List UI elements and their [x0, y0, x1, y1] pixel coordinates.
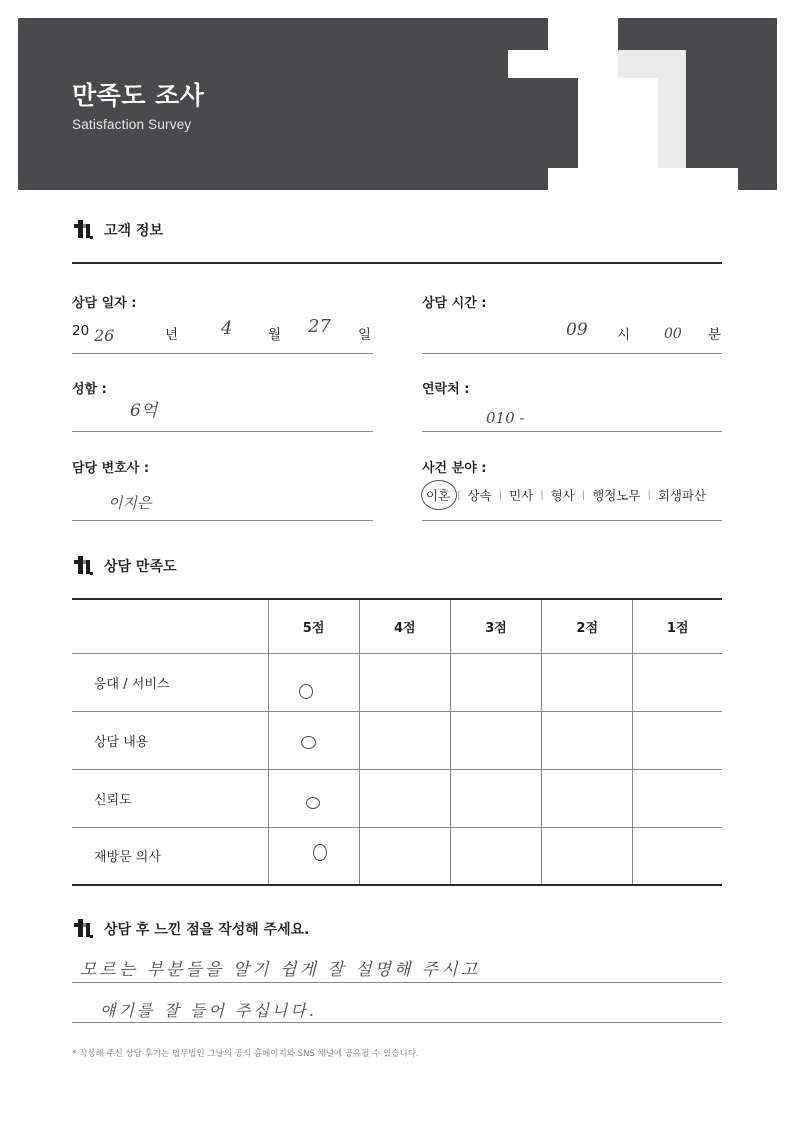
case-field-line	[422, 520, 722, 521]
category-separator: |	[498, 489, 503, 501]
rating-cell-5[interactable]	[268, 653, 359, 711]
category-separator: |	[540, 489, 544, 501]
table-row	[72, 769, 722, 827]
rating-cell-4[interactable]	[359, 711, 450, 769]
rating-cell-2[interactable]	[542, 827, 633, 885]
rating-cell-2[interactable]	[542, 653, 633, 711]
rating-cell-5[interactable]	[268, 711, 359, 769]
contact-handwritten: 010 -	[486, 409, 525, 427]
rating-cell-3[interactable]	[450, 653, 541, 711]
rating-cell-5[interactable]	[268, 827, 359, 885]
rating-cell-4[interactable]	[359, 827, 450, 885]
rating-cell-4[interactable]	[359, 653, 450, 711]
contact-label: 연락처 :	[422, 382, 470, 397]
header-banner	[18, 18, 777, 190]
row-label: 재방문 의사	[72, 827, 268, 885]
circle-mark-icon	[313, 844, 327, 861]
hour-handwritten: 09	[566, 320, 588, 340]
rating-cell-1[interactable]	[633, 653, 722, 711]
circle-mark-icon	[301, 736, 316, 749]
row-label: 상담 내용	[72, 711, 268, 769]
month-unit: 월	[268, 327, 282, 343]
minute-handwritten: 00	[664, 326, 682, 342]
lawyer-handwritten: 이지은	[108, 494, 152, 512]
category-separator: |	[457, 489, 461, 501]
section-header-comment	[72, 917, 310, 941]
brand-mark-icon	[72, 917, 94, 941]
consult-time-line	[422, 353, 722, 354]
comment-line-2[interactable]: 얘기를 잘 들어 주십니다.	[100, 1001, 317, 1020]
row-label: 신뢰도	[72, 769, 268, 827]
case-category-divorce[interactable]: 이혼	[422, 486, 454, 504]
table-row	[72, 711, 722, 769]
table-header-row	[72, 599, 722, 653]
year-prefix: 20	[72, 323, 90, 339]
category-separator: |	[581, 489, 586, 501]
consult-date-label: 상담 일자 :	[72, 296, 137, 311]
table-row	[72, 653, 722, 711]
table-row	[72, 827, 722, 885]
lawyer-line	[72, 520, 373, 521]
rating-cell-3[interactable]	[450, 769, 541, 827]
page-subtitle: Satisfaction Survey	[72, 117, 192, 132]
page-title: 만족도 조사	[72, 81, 205, 110]
brand-logo-icon	[18, 18, 777, 190]
contact-line	[422, 431, 722, 432]
name-label: 성함 :	[72, 382, 107, 397]
rating-cell-2[interactable]	[542, 769, 633, 827]
lawyer-label: 담당 변호사 :	[72, 461, 150, 476]
brand-mark-icon	[72, 218, 94, 242]
section-header-customer	[72, 218, 163, 242]
rating-cell-1[interactable]	[633, 711, 722, 769]
case-category-admin-labor[interactable]: 행정노무	[592, 488, 641, 503]
satisfaction-table	[72, 598, 722, 886]
name-handwritten: 6억	[130, 401, 158, 421]
column-header: 5점	[268, 599, 359, 653]
column-header: 4점	[359, 599, 450, 653]
month-handwritten: 4	[221, 318, 233, 339]
case-category-inheritance[interactable]: 상속	[467, 488, 492, 503]
case-category-criminal[interactable]: 형사	[550, 488, 575, 503]
column-header: 2점	[542, 599, 633, 653]
consult-time-label: 상담 시간 :	[422, 296, 487, 311]
section-divider	[72, 262, 722, 264]
table-header-blank	[72, 599, 268, 653]
rating-cell-1[interactable]	[633, 827, 722, 885]
brand-mark-icon	[72, 554, 94, 578]
section-header-satisfaction	[72, 554, 177, 578]
hour-unit: 시	[617, 327, 631, 343]
year-unit: 년	[165, 327, 179, 343]
column-header: 1점	[633, 599, 722, 653]
rating-cell-1[interactable]	[633, 769, 722, 827]
category-separator: |	[647, 489, 651, 501]
rating-cell-3[interactable]	[450, 711, 541, 769]
section-title-satisfaction: 상담 만족도	[104, 559, 177, 575]
case-category-list	[422, 486, 710, 504]
case-category-rehab-bankruptcy[interactable]: 회생파산	[657, 488, 707, 503]
name-line	[72, 431, 373, 432]
section-title-customer: 고객 정보	[104, 223, 163, 239]
section-title-comment: 상담 후 느낀 점을 작성해 주세요.	[104, 922, 310, 938]
circle-mark-icon	[306, 797, 320, 809]
year-handwritten: 26	[94, 326, 115, 345]
rating-cell-3[interactable]	[450, 827, 541, 885]
comment-line-1[interactable]: 모르는 부분들을 알기 쉽게 잘 설명해 주시고	[80, 960, 481, 980]
day-handwritten: 27	[308, 316, 331, 337]
day-unit: 일	[358, 327, 372, 343]
case-field-label: 사건 분야 :	[422, 461, 487, 476]
circle-mark-icon	[299, 684, 313, 699]
column-header: 3점	[450, 599, 541, 653]
row-label: 응대 / 서비스	[72, 653, 268, 711]
case-category-civil[interactable]: 민사	[509, 488, 534, 503]
comment-rule-2	[72, 1022, 722, 1023]
comment-rule-1	[72, 982, 722, 983]
rating-cell-4[interactable]	[359, 769, 450, 827]
footnote: * 작성해 주신 상담 후기는 법무법인 그날의 공식 홈페이지와 SNS 채널에 공유될 수 있습니다.	[72, 1049, 419, 1059]
rating-cell-2[interactable]	[542, 711, 633, 769]
consult-date-line	[72, 353, 373, 354]
minute-unit: 분	[708, 327, 722, 343]
rating-cell-5[interactable]	[268, 769, 359, 827]
